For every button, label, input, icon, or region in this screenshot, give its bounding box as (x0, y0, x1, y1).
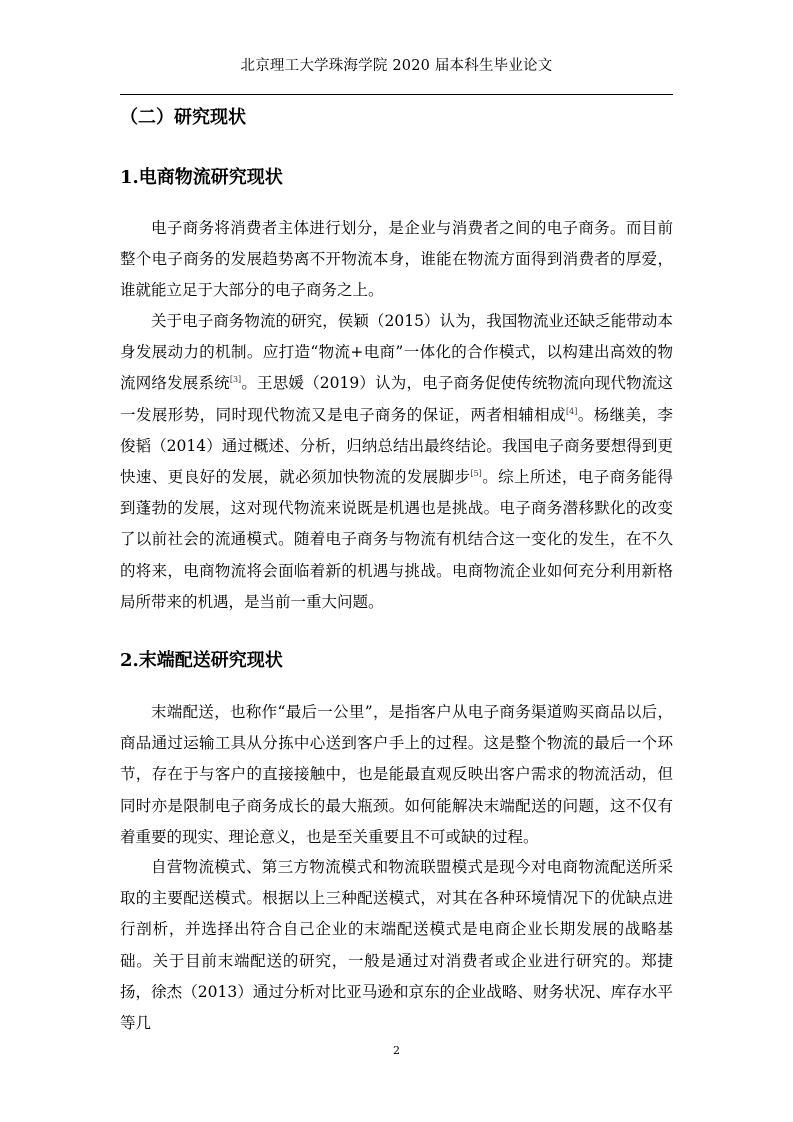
paragraph-last-mile-definition: 末端配送，也称作“最后一公里”，是指客户从电子商务渠道购买商品以后，商品通过运输工具从分拣中心送到客户手上的过程。这是整个物流的最后一个环节，存在于与客户的直接接触中，也是能最直观反映出客户需求的物流活动，但同时亦是限制电子商务成长的最大瓶颈。如何能解决末端配送的问题，这不仅有着重要的现实、理论意义，也是至关重要且不可或缺的过程。 (120, 703, 673, 846)
subsection-title-2: 2.末端配送研究现状 (120, 650, 283, 671)
paragraph-text: 。综上所述，电子商务能得到蓬勃的发展，这对现代物流来说既是机遇也是挑战。电子商务潜移默化的改变了以前社会的流通模式。随着电子商务与物流有机结合这一变化的发生，在不久的将来，电商物流将会面临着新的机遇与挑战。电商物流企业如何充分利用新格局所带来的机遇，是当前一重大问题。 (120, 468, 673, 611)
paragraph-text: 关于电子商务物流的研究，侯颖（2015）认为，我国物流业还缺乏能带动本身发展动力的机制。应打造“物流+电商”一体化的合作模式，以构建出高效的物流网络发展系统 (120, 312, 673, 393)
paragraph-text: 。王思媛（2019）认为，电子商务促使传统物流向现代物流这一发展形势，同时现代物流又是电子商务的保证，两者相辅相成 (120, 374, 673, 424)
header-rule (120, 94, 673, 95)
page-number: 2 (393, 1044, 400, 1057)
paragraph-text: 。杨继美，李俊韬（2014）通过概述、分析，归纳总结出最终结论。我国电子商务要想得到更快速、更良好的发展，就必须加快物流的发展脚步 (120, 405, 673, 487)
paragraph-ecommerce-research (120, 306, 673, 618)
paragraph-ecommerce-intro: 电子商务将消费者主体进行划分，是企业与消费者之间的电子商务。而目前整个电子商务的发展趋势离不开物流本身，谁能在物流方面得到消费者的厚爱，谁就能立足于大部分的电子商务之上。 (120, 219, 673, 300)
paragraph-delivery-modes: 自营物流模式、第三方物流模式和物流联盟模式是现今对电商物流配送所采取的主要配送模式。根据以上三种配送模式，对其在各种环境情况下的优缺点进行剖析，并选择出符合自己企业的末端配送模式是电商企业长期发展的战略基础。关于目前末端配送的研究，一般是通过对消费者或企业进行研究的。郑捷扬，徐杰（2013）通过分析对比亚马逊和京东的企业战略、财务状况、库存水平等几 (120, 858, 673, 1033)
citation-3: [3] (229, 375, 242, 385)
subsection-title-1: 1.电商物流研究现状 (120, 167, 283, 188)
section-title: （二）研究现状 (120, 107, 246, 128)
citation-4: [4] (566, 406, 578, 416)
page-header: 北京理工大学珠海学院 2020 届本科生毕业论文 (240, 58, 553, 74)
citation-5: [5] (470, 468, 482, 478)
